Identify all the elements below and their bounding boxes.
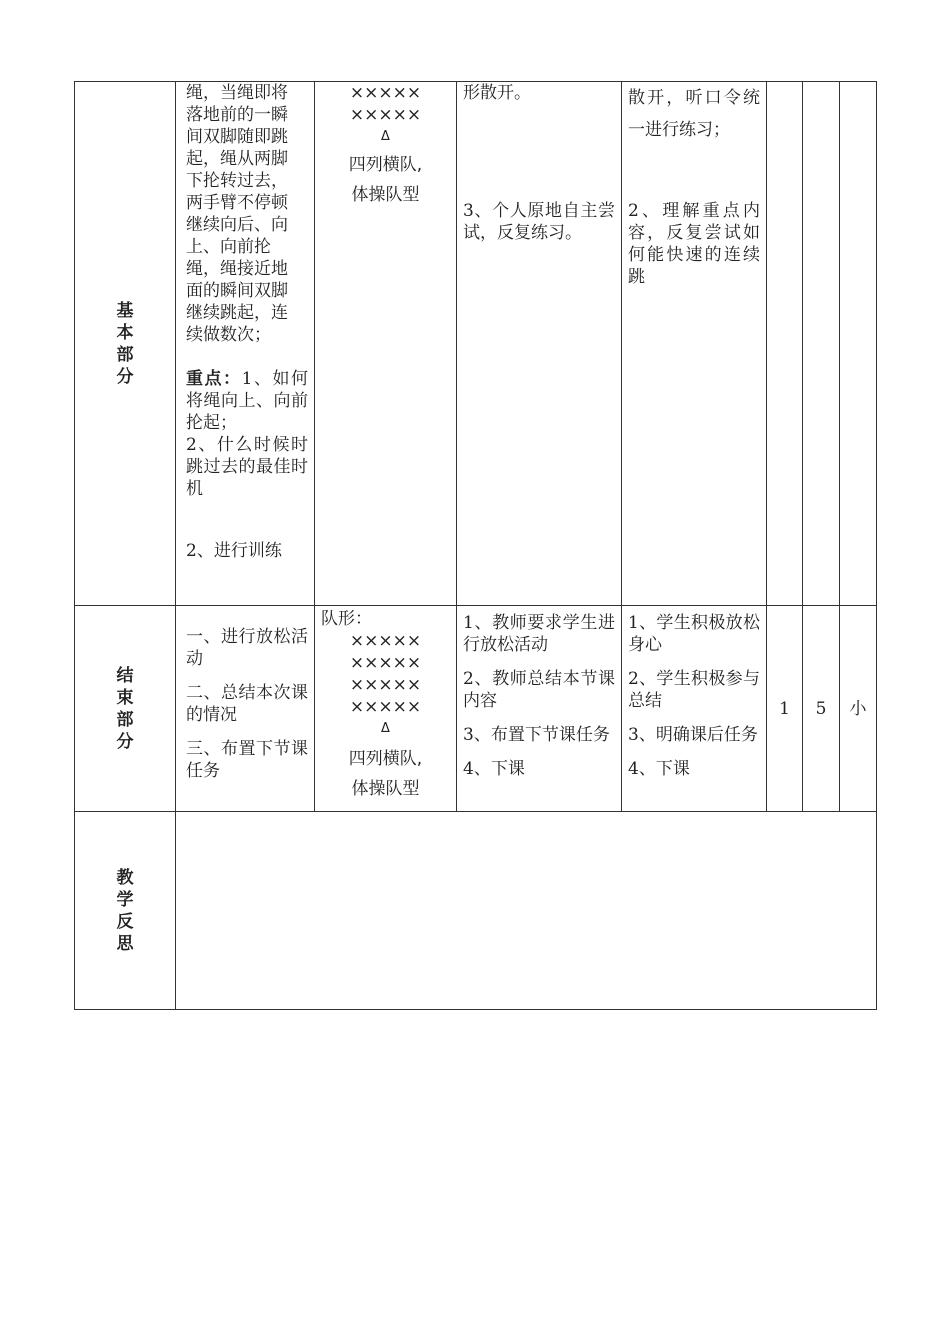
formation-row: ××××× <box>349 105 422 125</box>
formation-caption: 四列横队, <box>348 155 423 175</box>
ending-content-cell <box>176 606 315 812</box>
key-point-2: 2、什么时候时跳过去的最佳时机 <box>186 435 308 499</box>
basic-formation <box>321 82 450 206</box>
reflection-section-row <box>75 812 877 1010</box>
ending-section-row <box>75 606 877 812</box>
student-step: 3、明确课后任务 <box>628 725 758 745</box>
formation-title: 队形： <box>321 609 372 629</box>
formation-row: ××××× <box>349 653 422 673</box>
content-line: 下抡转过去， <box>186 171 288 191</box>
basic-times-cell <box>767 82 803 606</box>
ending-formation-cell <box>315 606 457 812</box>
content-line: 两手臂不停顿 <box>186 193 288 213</box>
formation-row: ××××× <box>349 675 422 695</box>
basic-intensity-cell <box>840 82 877 606</box>
basic-section-label-cell <box>75 82 176 606</box>
content-line: 落地前的一瞬 <box>186 105 288 125</box>
basic-section-label: 基本部分 <box>116 300 134 387</box>
key-point-1: 重点：1、如何将绳向上、向前抡起； <box>186 369 308 433</box>
reflection-section-label-cell <box>75 812 176 1010</box>
teacher-position-mark: Δ <box>381 129 390 144</box>
reflection-section-label: 教学反思 <box>116 867 134 954</box>
content-line: 面的瞬间双脚 <box>186 281 288 301</box>
reflection-content-cell <box>176 812 877 1010</box>
basic-teacher-cell <box>457 82 622 606</box>
student-line: 2、理解重点内容，反复尝试如何能快速的连续跳 <box>628 201 760 287</box>
ending-content-item: 二、总结本次课的情况 <box>186 683 308 725</box>
key-point-label: 重点： <box>186 369 242 389</box>
content-line: 绳，绳接近地 <box>186 259 288 279</box>
ending-minutes-cell: 5 <box>803 606 840 812</box>
ending-content-item: 一、进行放松活动 <box>186 627 308 669</box>
content-line: 续做数次； <box>186 325 271 345</box>
ending-student-cell <box>622 606 767 812</box>
content-line: 上、向前抡 <box>186 237 271 257</box>
teacher-step: 4、下课 <box>463 759 525 779</box>
basic-minutes-cell <box>803 82 840 606</box>
teacher-step: 2、教师总结本节课内容 <box>463 669 615 711</box>
ending-teacher-cell <box>457 606 622 812</box>
teacher-position-mark: Δ <box>381 721 390 736</box>
basic-content-cell <box>176 82 315 606</box>
formation-row: ××××× <box>349 83 422 103</box>
ending-section-label: 结束部分 <box>116 665 134 752</box>
content-line: 间双脚随即跳 <box>186 127 288 147</box>
student-step: 4、下课 <box>628 759 690 779</box>
basic-content-lines <box>186 82 308 346</box>
teacher-line: 3、个人原地自主尝试，反复练习。 <box>463 201 615 243</box>
ending-section-label-cell <box>75 606 176 812</box>
ending-times-cell: 1 <box>767 606 803 812</box>
ending-formation <box>321 630 450 800</box>
formation-caption: 体操队型 <box>351 779 420 799</box>
teacher-line: 形散开。 <box>463 83 531 103</box>
basic-student-cell <box>622 82 767 606</box>
formation-row: ××××× <box>349 697 422 717</box>
student-step: 2、学生积极参与总结 <box>628 669 760 711</box>
step-2-text: 2、进行训练 <box>186 541 282 561</box>
teacher-step: 3、布置下节课任务 <box>463 725 610 745</box>
content-line: 继续向后、向 <box>186 215 288 235</box>
formation-row: ××××× <box>349 631 422 651</box>
lesson-plan-table <box>74 81 877 1010</box>
ending-intensity-cell: 小 <box>840 606 877 812</box>
content-line: 继续跳起，连 <box>186 303 288 323</box>
student-line: 散开，听口令统一进行练习； <box>628 88 760 140</box>
formation-caption: 体操队型 <box>351 185 420 205</box>
formation-caption: 四列横队, <box>348 749 423 769</box>
student-step: 1、学生积极放松身心 <box>628 613 760 655</box>
basic-section-row <box>75 82 877 606</box>
content-line: 起，绳从两脚 <box>186 149 288 169</box>
ending-content-item: 三、布置下节课任务 <box>186 739 308 781</box>
content-line: 绳，当绳即将 <box>186 83 288 103</box>
teacher-step: 1、教师要求学生进行放松活动 <box>463 613 615 655</box>
basic-formation-cell <box>315 82 457 606</box>
